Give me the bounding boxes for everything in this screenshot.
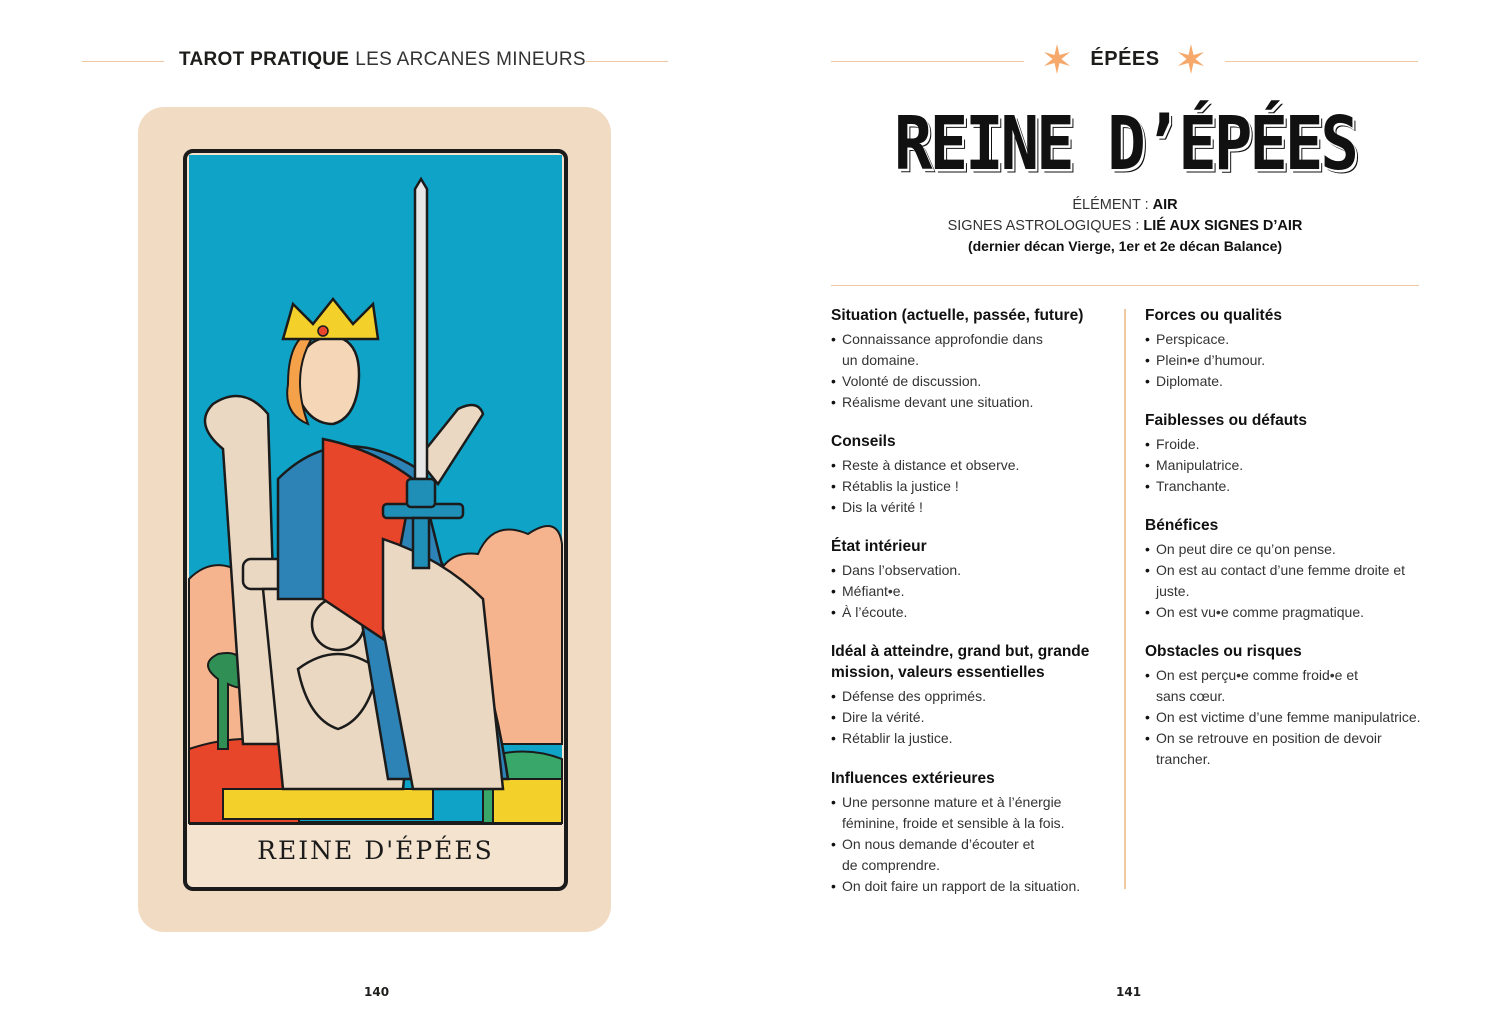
section-title: Faiblesses ou défauts: [1145, 412, 1307, 429]
card-caption: REINE D'ÉPÉES: [257, 836, 494, 865]
section-benefices: [1145, 515, 1425, 623]
signs-line: [830, 218, 1420, 234]
list-item: • On est au contact d’une femme droite et juste.: [1145, 560, 1418, 602]
list-item: • On se retrouve en position de devoir trancher.: [1145, 728, 1401, 770]
section-obstacles: [1145, 641, 1425, 770]
list-item: • Une personne mature et à l’énergie féminine, froide et sensible à la fois.: [831, 792, 1070, 834]
suit-heading: ÉPÉES: [1090, 48, 1160, 70]
section-title: Forces ou qualités: [1145, 307, 1282, 324]
list-item: • Volonté de discussion.: [831, 371, 1111, 392]
section-title: Situation (actuelle, passée, future): [831, 307, 1084, 324]
signs-detail: (dernier décan Vierge, 1er et 2e décan Balance): [967, 238, 1283, 254]
section-forces: [1145, 305, 1425, 392]
list-item: • On est victime d’une femme manipulatrice.: [1145, 707, 1425, 728]
list-item: • Dis la vérité !: [831, 497, 1111, 518]
list-item: • À l’écoute.: [831, 602, 1111, 623]
section-ideal: [831, 641, 1111, 749]
element-line: [830, 197, 1420, 213]
list-item: • Plein•e d’humour.: [1145, 350, 1425, 371]
signs-value: LIÉ AUX SIGNES D’AIR: [1143, 218, 1303, 234]
list-item: • Manipulatrice.: [1145, 455, 1425, 476]
section-title: Influences extérieures: [831, 770, 995, 787]
list-item: • Diplomate.: [1145, 371, 1425, 392]
list-item: • On est vu•e comme pragmatique.: [1145, 602, 1425, 623]
list-item: • Réalisme devant une situation.: [831, 392, 1111, 413]
list-item: • Tranchante.: [1145, 476, 1425, 497]
running-head-subtitle: LES ARCANES MINEURS: [355, 49, 586, 70]
list-item: • Rétablis la justice !: [831, 476, 1111, 497]
list-item: • Dans l’observation.: [831, 560, 1111, 581]
element-value: AIR: [1152, 197, 1178, 213]
list-item: • Défense des opprimés.: [831, 686, 1111, 707]
section-influences: [831, 768, 1111, 897]
section-conseils: [831, 431, 1111, 518]
list-item: • Reste à distance et observe.: [831, 455, 1111, 476]
page-number-left: 140: [364, 985, 390, 999]
section-title: État intérieur: [831, 538, 927, 555]
star-icon: [1044, 44, 1070, 74]
list-item: • On est perçu•e comme froid•e et sans cœur.: [1145, 665, 1376, 707]
signs-label: SIGNES ASTROLOGIQUES :: [947, 218, 1144, 234]
header-rule-right-2: [1225, 61, 1418, 62]
list-item: • Froide.: [1145, 434, 1425, 455]
section-rule: [831, 285, 1419, 286]
section-title: Idéal à atteindre, grand but, grande mission, valeurs essentielles: [831, 643, 1090, 681]
list-item: • Rétablir la justice.: [831, 728, 1111, 749]
list-item: • On peut dire ce qu’on pense.: [1145, 539, 1425, 560]
section-title: Conseils: [831, 433, 896, 450]
header-rule-left-2: [586, 61, 668, 62]
running-head-title: TAROT PRATIQUE: [179, 49, 350, 70]
running-head: [179, 49, 586, 71]
list-item: • On doit faire un rapport de la situation.: [831, 876, 1111, 897]
page-number-right: 141: [1116, 985, 1142, 999]
list-item: • On nous demande d’écouter et de comprendre.: [831, 834, 1042, 876]
column-divider: [1124, 309, 1126, 889]
star-icon: [1178, 44, 1204, 74]
header-rule-right-1: [831, 61, 1024, 62]
section-title: Obstacles ou risques: [1145, 643, 1302, 660]
section-faiblesses: [1145, 410, 1425, 497]
list-item: • Connaissance approfondie dans un domaine.: [831, 329, 1052, 371]
queen-of-swords-illustration: [183, 149, 568, 891]
list-item: • Dire la vérité.: [831, 707, 1111, 728]
section-etat-interieur: [831, 536, 1111, 623]
element-label: ÉLÉMENT :: [1072, 197, 1153, 213]
header-rule-left-1: [82, 61, 164, 62]
page-title: REINE D’ÉPÉES: [894, 102, 1356, 188]
section-situation: [831, 305, 1111, 413]
section-title: Bénéfices: [1145, 517, 1219, 534]
list-item: • Perspicace.: [1145, 329, 1425, 350]
list-item: • Méfiant•e.: [831, 581, 1111, 602]
